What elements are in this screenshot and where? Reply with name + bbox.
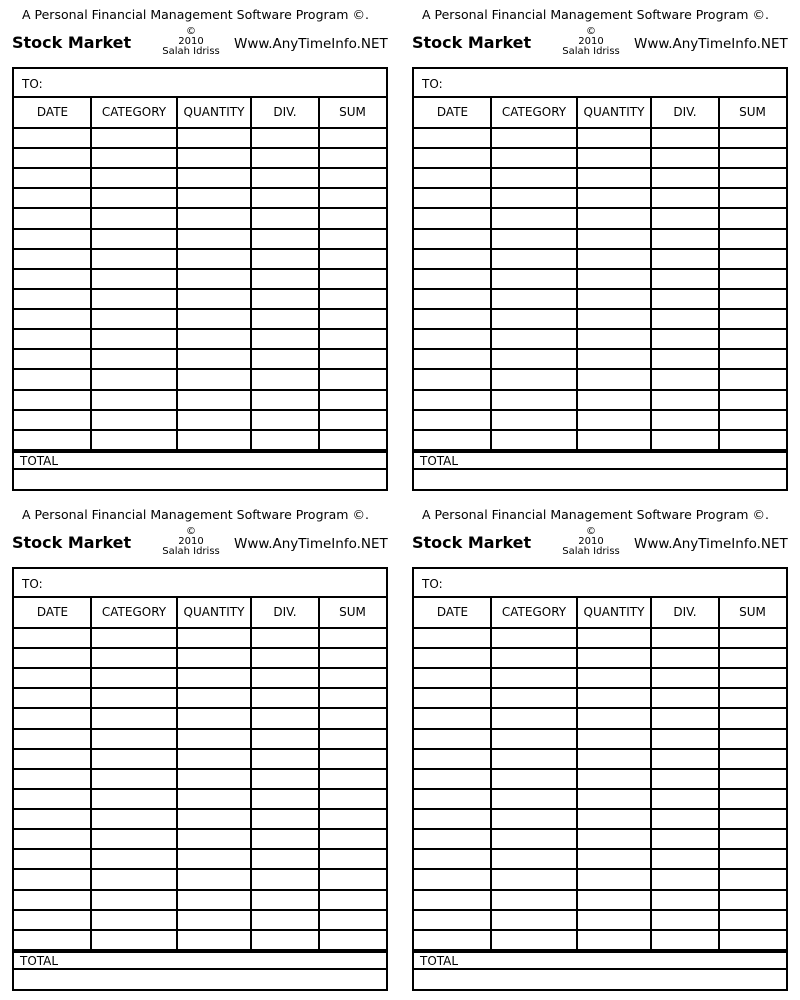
copyright-year: 2010 <box>178 536 204 547</box>
copyright-symbol: © <box>186 26 196 37</box>
to-label: TO: <box>422 77 443 91</box>
author-name: Salah Idriss <box>562 546 620 557</box>
entry-row[interactable] <box>414 891 786 911</box>
entry-row[interactable] <box>414 350 786 370</box>
entry-row[interactable] <box>14 810 386 830</box>
entry-row[interactable] <box>14 210 386 230</box>
entry-row[interactable] <box>414 189 786 209</box>
column-divider <box>576 598 578 951</box>
column-header-sum: SUM <box>339 105 366 119</box>
entry-row[interactable] <box>414 629 786 649</box>
column-header-date: DATE <box>436 105 469 119</box>
entry-row[interactable] <box>14 850 386 870</box>
entry-row[interactable] <box>414 431 786 451</box>
stock-market-form <box>12 0 400 490</box>
entry-row[interactable] <box>414 230 786 250</box>
copyright-symbol: © <box>586 26 596 37</box>
entry-row[interactable] <box>14 270 386 290</box>
author-name: Salah Idriss <box>562 46 620 57</box>
entry-row[interactable] <box>414 710 786 730</box>
column-header-sum: SUM <box>339 605 366 619</box>
column-header-sum: SUM <box>739 105 766 119</box>
entry-row[interactable] <box>414 750 786 770</box>
column-divider <box>176 98 178 451</box>
entry-row[interactable] <box>14 391 386 411</box>
column-header-category: CATEGORY <box>101 105 167 119</box>
total-row <box>14 951 386 970</box>
form-title: Stock Market <box>12 533 132 552</box>
column-divider <box>90 598 92 951</box>
column-header-quantity: QUANTITY <box>183 605 245 619</box>
program-tagline: A Personal Financial Management Software Program ©. <box>422 507 769 522</box>
to-label: TO: <box>22 577 43 591</box>
form-title: Stock Market <box>412 533 532 552</box>
total-row <box>414 951 786 970</box>
entry-row[interactable] <box>414 129 786 149</box>
entry-row[interactable] <box>414 810 786 830</box>
entry-row[interactable] <box>414 210 786 230</box>
copyright-year: 2010 <box>178 36 204 47</box>
column-divider <box>718 598 720 951</box>
column-header-row <box>14 98 386 129</box>
entry-row[interactable] <box>14 149 386 169</box>
copyright-symbol: © <box>186 526 196 537</box>
entry-row[interactable] <box>414 270 786 290</box>
column-header-quantity: QUANTITY <box>183 105 245 119</box>
total-label: TOTAL <box>20 454 59 468</box>
column-header-category: CATEGORY <box>101 605 167 619</box>
total-row <box>14 451 386 470</box>
program-tagline: A Personal Financial Management Software Program ©. <box>22 7 369 22</box>
entry-row[interactable] <box>14 330 386 350</box>
to-row[interactable] <box>14 569 386 598</box>
copyright-block <box>547 27 635 57</box>
column-header-row <box>414 598 786 629</box>
entry-row[interactable] <box>14 250 386 270</box>
stock-market-form <box>412 500 800 990</box>
column-divider <box>90 98 92 451</box>
entry-row[interactable] <box>414 669 786 689</box>
entry-row[interactable] <box>414 149 786 169</box>
entry-rows <box>414 629 786 951</box>
column-header-date: DATE <box>36 605 69 619</box>
column-divider <box>250 98 252 451</box>
total-value-field[interactable] <box>14 970 386 989</box>
website-link: Www.AnyTimeInfo.NET <box>234 536 388 552</box>
column-divider <box>576 98 578 451</box>
entry-row[interactable] <box>14 730 386 750</box>
copyright-block <box>147 27 235 57</box>
to-row[interactable] <box>414 569 786 598</box>
column-divider <box>318 598 320 951</box>
column-divider <box>250 598 252 951</box>
entry-row[interactable] <box>414 931 786 951</box>
website-link: Www.AnyTimeInfo.NET <box>634 36 788 52</box>
entry-row[interactable] <box>14 911 386 931</box>
column-header-div: DIV. <box>273 105 297 119</box>
program-tagline: A Personal Financial Management Software Program ©. <box>422 7 769 22</box>
author-name: Salah Idriss <box>162 546 220 557</box>
website-link: Www.AnyTimeInfo.NET <box>634 536 788 552</box>
entry-row[interactable] <box>14 891 386 911</box>
column-header-row <box>414 98 786 129</box>
entry-row[interactable] <box>414 730 786 750</box>
total-value-field[interactable] <box>414 970 786 989</box>
entry-rows <box>14 129 386 451</box>
form-title: Stock Market <box>412 33 532 52</box>
to-label: TO: <box>22 77 43 91</box>
entry-row[interactable] <box>14 669 386 689</box>
entry-rows <box>14 629 386 951</box>
column-header-date: DATE <box>436 605 469 619</box>
entry-rows <box>414 129 786 451</box>
copyright-block <box>147 527 235 557</box>
column-header-date: DATE <box>36 105 69 119</box>
program-tagline: A Personal Financial Management Software Program ©. <box>22 507 369 522</box>
entry-row[interactable] <box>14 931 386 951</box>
author-name: Salah Idriss <box>162 46 220 57</box>
column-header-quantity: QUANTITY <box>583 605 645 619</box>
entry-row[interactable] <box>14 871 386 891</box>
entry-row[interactable] <box>14 649 386 669</box>
total-label: TOTAL <box>20 954 59 968</box>
entry-row[interactable] <box>414 310 786 330</box>
column-divider <box>718 98 720 451</box>
form-title: Stock Market <box>12 33 132 52</box>
entry-row[interactable] <box>14 830 386 850</box>
entry-row[interactable] <box>414 770 786 790</box>
entry-row[interactable] <box>14 371 386 391</box>
entry-row[interactable] <box>14 770 386 790</box>
entry-row[interactable] <box>414 830 786 850</box>
stock-market-form <box>12 500 400 990</box>
total-value-field[interactable] <box>14 470 386 489</box>
column-header-div: DIV. <box>673 105 697 119</box>
column-divider <box>176 598 178 951</box>
total-row <box>414 451 786 470</box>
entry-row[interactable] <box>414 911 786 931</box>
column-header-category: CATEGORY <box>501 605 567 619</box>
entry-row[interactable] <box>414 649 786 669</box>
ledger-table <box>412 67 788 491</box>
column-header-quantity: QUANTITY <box>583 105 645 119</box>
entry-row[interactable] <box>414 169 786 189</box>
entry-row[interactable] <box>14 710 386 730</box>
column-header-div: DIV. <box>673 605 697 619</box>
entry-row[interactable] <box>14 750 386 770</box>
entry-row[interactable] <box>14 790 386 810</box>
column-header-category: CATEGORY <box>501 105 567 119</box>
column-header-sum: SUM <box>739 605 766 619</box>
entry-row[interactable] <box>414 391 786 411</box>
column-header-row <box>14 598 386 629</box>
entry-row[interactable] <box>14 310 386 330</box>
entry-row[interactable] <box>414 871 786 891</box>
to-row[interactable] <box>14 69 386 98</box>
column-divider <box>490 98 492 451</box>
entry-row[interactable] <box>414 371 786 391</box>
entry-row[interactable] <box>14 350 386 370</box>
entry-row[interactable] <box>414 790 786 810</box>
entry-row[interactable] <box>414 250 786 270</box>
stock-market-form <box>412 0 800 490</box>
entry-row[interactable] <box>414 411 786 431</box>
entry-row[interactable] <box>414 689 786 709</box>
ledger-table <box>12 567 388 991</box>
total-label: TOTAL <box>420 454 459 468</box>
copyright-symbol: © <box>586 526 596 537</box>
entry-row[interactable] <box>14 129 386 149</box>
column-divider <box>650 598 652 951</box>
entry-row[interactable] <box>14 189 386 209</box>
column-divider <box>650 98 652 451</box>
website-link: Www.AnyTimeInfo.NET <box>234 36 388 52</box>
entry-row[interactable] <box>14 230 386 250</box>
column-divider <box>490 598 492 951</box>
to-label: TO: <box>422 577 443 591</box>
ledger-table <box>412 567 788 991</box>
copyright-year: 2010 <box>578 536 604 547</box>
copyright-year: 2010 <box>578 36 604 47</box>
entry-row[interactable] <box>14 411 386 431</box>
total-value-field[interactable] <box>414 470 786 489</box>
entry-row[interactable] <box>14 431 386 451</box>
to-row[interactable] <box>414 69 786 98</box>
total-label: TOTAL <box>420 954 459 968</box>
entry-row[interactable] <box>414 850 786 870</box>
copyright-block <box>547 527 635 557</box>
entry-row[interactable] <box>14 629 386 649</box>
entry-row[interactable] <box>414 290 786 310</box>
entry-row[interactable] <box>14 689 386 709</box>
column-divider <box>318 98 320 451</box>
entry-row[interactable] <box>14 290 386 310</box>
entry-row[interactable] <box>414 330 786 350</box>
ledger-table <box>12 67 388 491</box>
column-header-div: DIV. <box>273 605 297 619</box>
entry-row[interactable] <box>14 169 386 189</box>
